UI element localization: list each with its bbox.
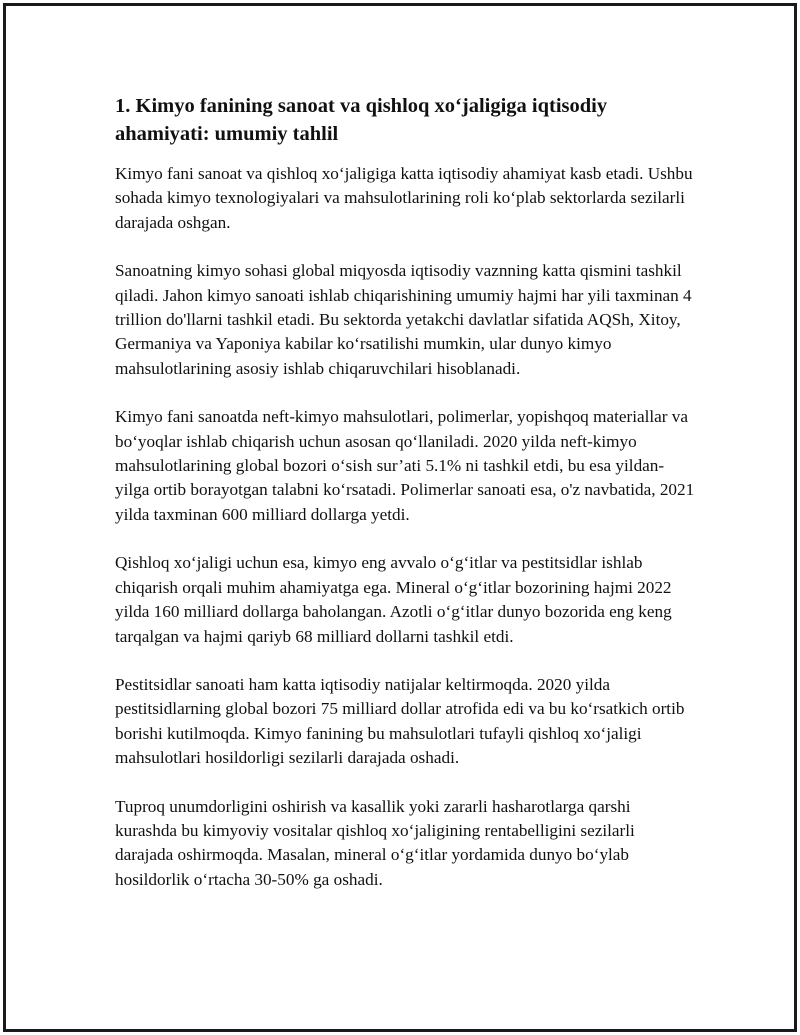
paragraph-industry-global: Sanoatning kimyo sohasi global miqyosda iqtisodiy vaznning katta qismini tashkil qiladi. Jahon kimyo sanoati ishlab chiqarishining umumiy hajmi har yili taxminan 4 trillion do'llarni tashkil etadi. Bu sektorda yetakchi davlatlar sifatida AQSh, Xitoy, Germaniya va Yaponiya kabilar ko‘rsatilishi mumkin, ular dunyo kimyo mahsulotlarining asosiy ishlab chiqaruvchilari hisoblanadi. [115,261,692,378]
paragraph-petrochemicals: Kimyo fani sanoatda neft-kimyo mahsulotlari, polimerlar, yopishqoq materiallar va bo‘yoqlar ishlab chiqarish uchun asosan qo‘llaniladi. 2020 yilda neft-kimyo mahsulotlarining global bozori o‘sish sur’ati 5.1% ni tashkil etdi, bu esa yildan-yilga ortib borayotgan talabni ko‘rsatadi. Polimerlar sanoati esa, o'z navbatida, 2021 yilda taxminan 600 milliard dollarga yetdi. [115,407,695,524]
document-body [115,92,695,916]
paragraph-soil-fertility: Tuproq unumdorligini oshirish va kasallik yoki zararli hasharotlarga qarshi kurashda bu kimyoviy vositalar qishloq xo‘jaligining rentabelligini sezilarli darajada oshirmoqda. Masalan, mineral o‘g‘itlar yordamida dunyo bo‘ylab hosildorlik o‘rtacha 30-50% ga oshadi. [115,796,635,889]
section-heading: 1. Kimyo fanining sanoat va qishloq xo‘jaligiga iqtisodiy ahamiyati: umumiy tahlil [115,95,608,145]
paragraph-fertilizers: Qishloq xo‘jaligi uchun esa, kimyo eng avvalo o‘g‘itlar va pestitsidlar ishlab chiqarish orqali muhim ahamiyatga ega. Mineral o‘g‘itlar bozorining hajmi 2022 yilda 160 milliard dollarga baholangan. Azotli o‘g‘itlar dunyo bozorida eng keng tarqalgan va hajmi qariyb 68 milliard dollarni tashkil etdi. [115,553,672,646]
paragraph-pesticides: Pestitsidlar sanoati ham katta iqtisodiy natijalar keltirmoqda. 2020 yilda pestitsidlarning global bozori 75 milliard dollar atrofida edi va bu ko‘rsatkich ortib borishi kutilmoqda. Kimyo fanining bu mahsulotlari tufayli qishloq xo‘jaligi mahsulotlari hosildorligi sezilarli darajada oshadi. [115,674,685,768]
paragraph-intro: Kimyo fani sanoat va qishloq xo‘jaligiga katta iqtisodiy ahamiyat kasb etadi. Ushbu sohada kimyo texnologiyalari va mahsulotlarining roli ko‘plab sektorlarda sezilarli darajada oshgan. [115,164,693,232]
